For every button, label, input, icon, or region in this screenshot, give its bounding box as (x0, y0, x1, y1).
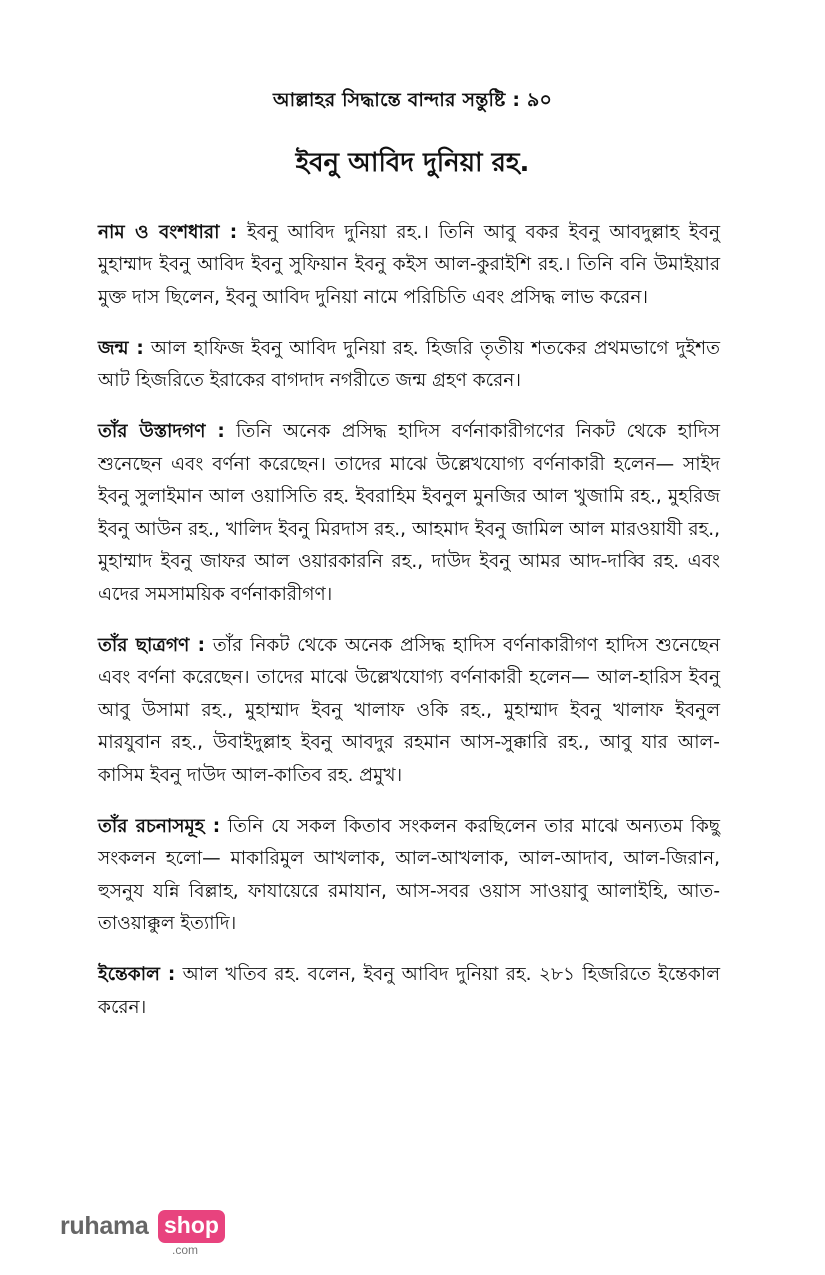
section-label: তাঁর রচনাসমূহ : (98, 815, 221, 837)
section-teachers (98, 416, 720, 611)
article-body (98, 198, 720, 1038)
logo-brand-left: ruhama (60, 1212, 149, 1240)
section-text: আল খতিব রহ. বলেন, ইবনু আবিদ দুনিয়া রহ. ২৮১ হিজরিতে ইন্তেকাল করেন। (98, 964, 720, 1018)
section-students (98, 630, 720, 793)
section-name-lineage (98, 217, 720, 315)
section-text: আল হাফিজ ইবনু আবিদ দুনিয়া রহ. হিজরি তৃতীয় শতকের প্রথমভাগে দুইশত আট হিজরিতে ইরাকের বাগদাদ নগরীতে জন্ম গ্রহণ করেন। (98, 337, 720, 391)
ruhamashop-logo (60, 1210, 260, 1262)
logo-domain: .com (172, 1243, 199, 1257)
chapter-title: ইবনু আবিদ দুনিয়া রহ. (295, 148, 530, 178)
section-death (98, 959, 720, 1024)
section-label: জন্ম : (98, 337, 144, 359)
running-header: আল্লাহর সিদ্ধান্তে বান্দার সন্তুষ্টি : ৯০ (272, 89, 553, 111)
logo-brand-right: shop (158, 1210, 225, 1243)
section-text: তিনি অনেক প্রসিদ্ধ হাদিস বর্ণনাকারীগণের নিকট থেকে হাদিস শুনেছেন এবং বর্ণনা করেছেন। তাদের মাঝে উল্লেখযোগ্য বর্ণনাকারী হলেন— সাইদ ইবনু সুলাইমান আল ওয়াসিতি রহ. ইবরাহিম ইবনুল মুনজির আল খুজামি রহ., মুহরিজ ইবনু আউন রহ., খালিদ ইবনু মিরদাস রহ., আহমাদ ইবনু জামিল আল মারওয়াযী রহ., মুহাম্মাদ ইবনু জাফর আল ওয়ারকারনি রহ., দাউদ ইবনু আমর আদ-দাব্বি রহ. এবং এদের সমসাময়িক বর্ণনাকারীগণ। (98, 421, 721, 605)
section-text: ইবনু আবিদ দুনিয়া রহ.। তিনি আবু বকর ইবনু আবদুল্লাহ ইবনু মুহাম্মাদ ইবনু আবিদ ইবনু সুফিয়ান ইবনু কইস আল-কুরাইশি রহ.। তিনি বনি উমাইয়ার মুক্ত দাস ছিলেন, ইবনু আবিদ দুনিয়া নামে পরিচিতি এবং প্রসিদ্ধ লাভ করেন। (98, 221, 720, 308)
section-text: তাঁর নিকট থেকে অনেক প্রসিদ্ধ হাদিস বর্ণনাকারীগণ হাদিস শুনেছেন এবং বর্ণনা করেছেন। তাদের মাঝে উল্লেখযোগ্য বর্ণনাকারী হলেন— আল-হারিস ইবনু আবু উসামা রহ., মুহাম্মাদ ইবনু খালাফ ওকি রহ., মুহাম্মাদ ইবনু খালাফ ইবনুল মারযুবান রহ., উবাইদুল্লাহ ইবনু আবদুর রহমান আস-সুক্কারি রহ., আবু যার আল-কাসিম ইবনু দাউদ আল-কাতিব রহ. প্রমুখ। (98, 634, 720, 786)
section-label: ইন্তেকাল : (98, 964, 176, 985)
section-works (98, 811, 720, 941)
section-label: তাঁর উস্তাদগণ : (98, 421, 225, 442)
section-label: নাম ও বংশধারা : (98, 221, 238, 243)
section-text: তিনি যে সকল কিতাব সংকলন করছিলেন তার মাঝে অন্যতম কিছু সংকলন হলো— মাকারিমুল আখলাক, আল-আখলাক, আল-আদাব, আল-জিরান, হুসনুয যন্নি বিল্লাহ, ফাযায়েরে রমাযান, আস-সবর ওয়াস সাওয়াবু আলাইহি, আত-তাওয়াক্কুল ইত্যাদি। (98, 815, 720, 934)
section-birth (98, 333, 720, 398)
section-label: তাঁর ছাত্রগণ : (98, 634, 206, 656)
